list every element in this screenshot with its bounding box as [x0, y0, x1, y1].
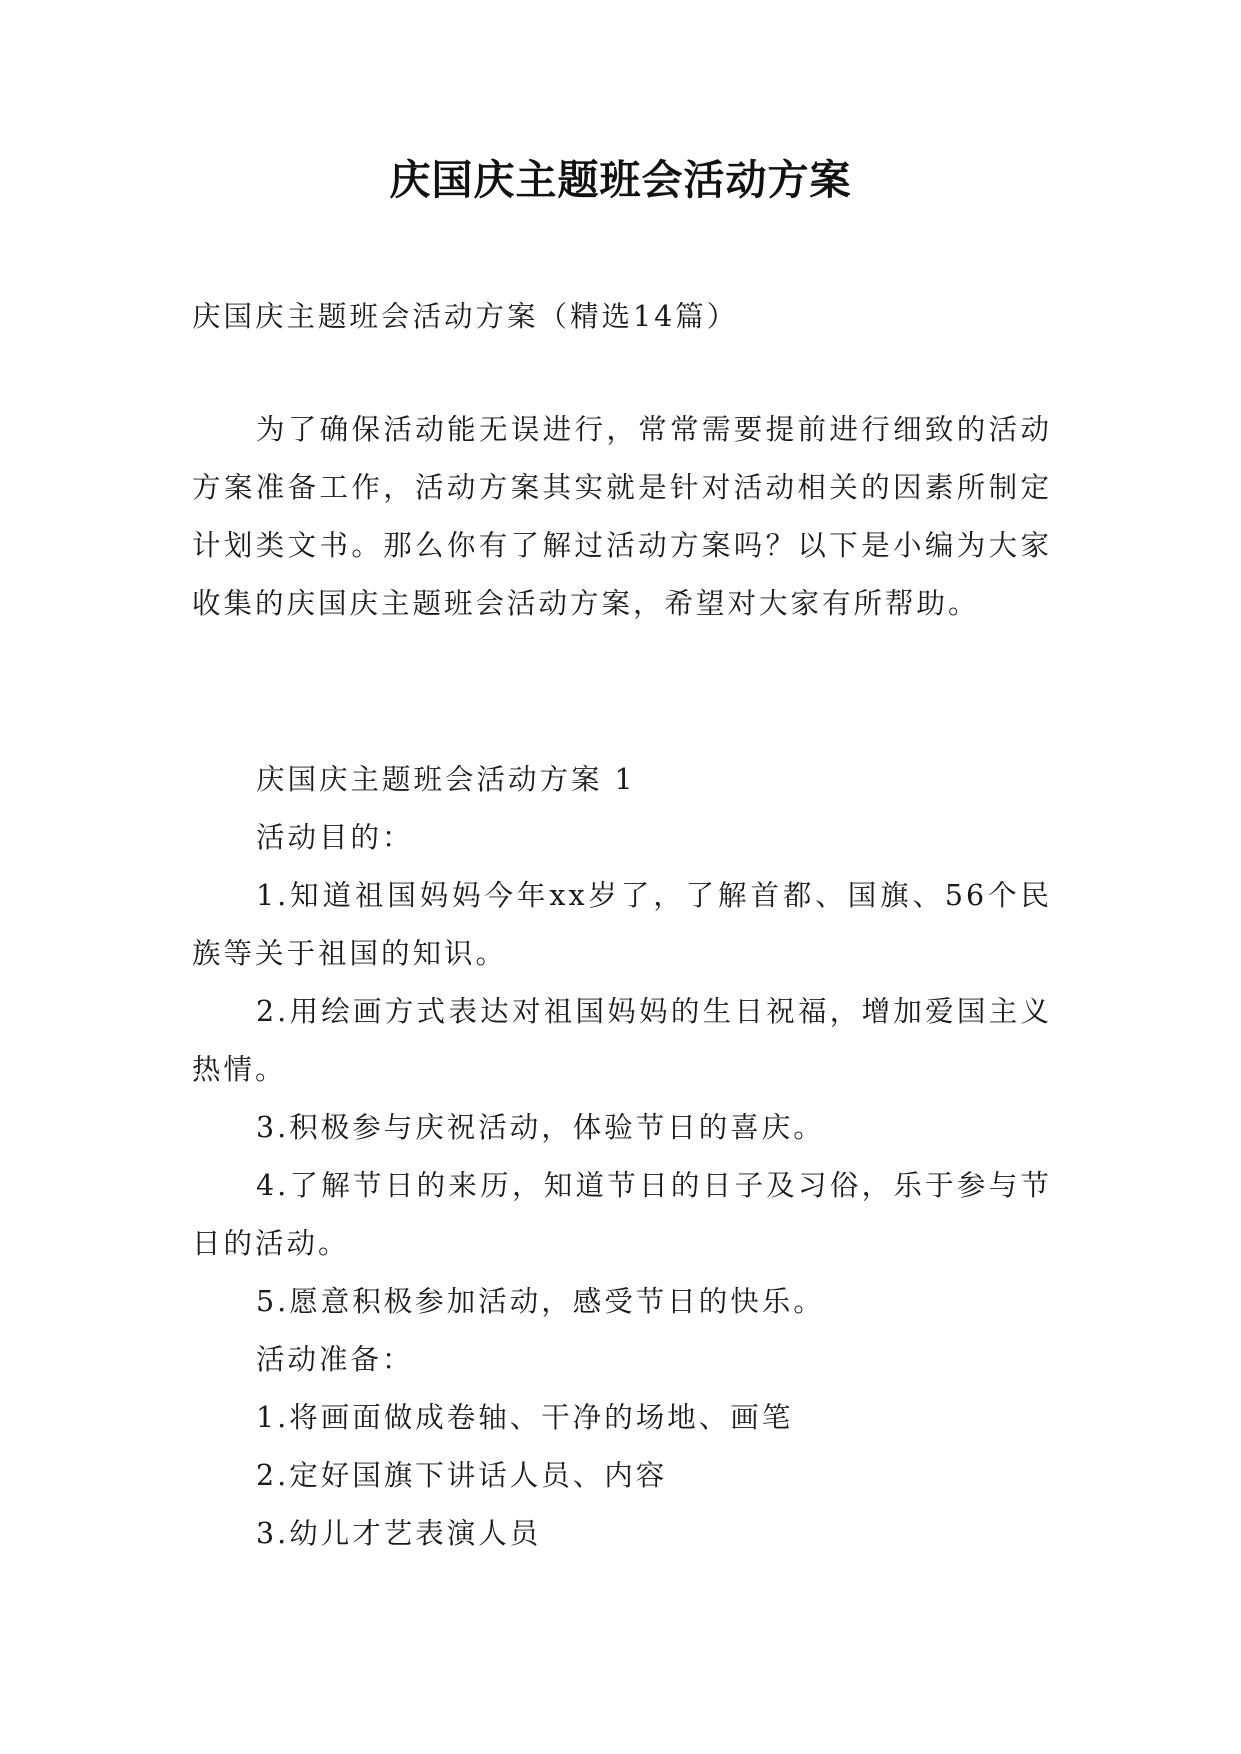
- preparation-item: 3.幼儿才艺表演人员: [256, 1517, 542, 1550]
- document-title: 庆国庆主题班会活动方案: [389, 156, 852, 204]
- purpose-heading: 活动目的：: [256, 821, 414, 854]
- purpose-item: 5.愿意积极参加活动，感受节日的快乐。: [256, 1285, 825, 1318]
- purpose-item: 1.知道祖国妈妈今年xx岁了，了解首都、国旗、56个民族等关于祖国的知识。: [192, 879, 1052, 970]
- preparation-item: 2.定好国旗下讲话人员、内容: [256, 1459, 668, 1492]
- content-section: [192, 751, 1052, 1563]
- purpose-item: 4.了解节日的来历，知道节日的日子及习俗，乐于参与节日的活动。: [192, 1169, 1052, 1260]
- document-subtitle: 庆国庆主题班会活动方案（精选14篇）: [192, 300, 739, 333]
- purpose-item: 3.积极参与庆祝活动，体验节日的喜庆。: [256, 1111, 825, 1144]
- intro-paragraph: 为了确保活动能无误进行，常常需要提前进行细致的活动方案准备工作，活动方案其实就是针对活动相关的因素所制定计划类文书。那么你有了解过活动方案吗？以下是小编为大家收集的庆国庆主题班会活动方案，希望对大家有所帮助。: [192, 413, 1052, 620]
- preparation-item: 1.将画面做成卷轴、干净的场地、画笔: [256, 1401, 794, 1434]
- section-heading: 庆国庆主题班会活动方案 1: [256, 763, 636, 796]
- purpose-item: 2.用绘画方式表达对祖国妈妈的生日祝福，增加爱国主义热情。: [192, 995, 1052, 1086]
- preparation-heading: 活动准备：: [256, 1343, 414, 1376]
